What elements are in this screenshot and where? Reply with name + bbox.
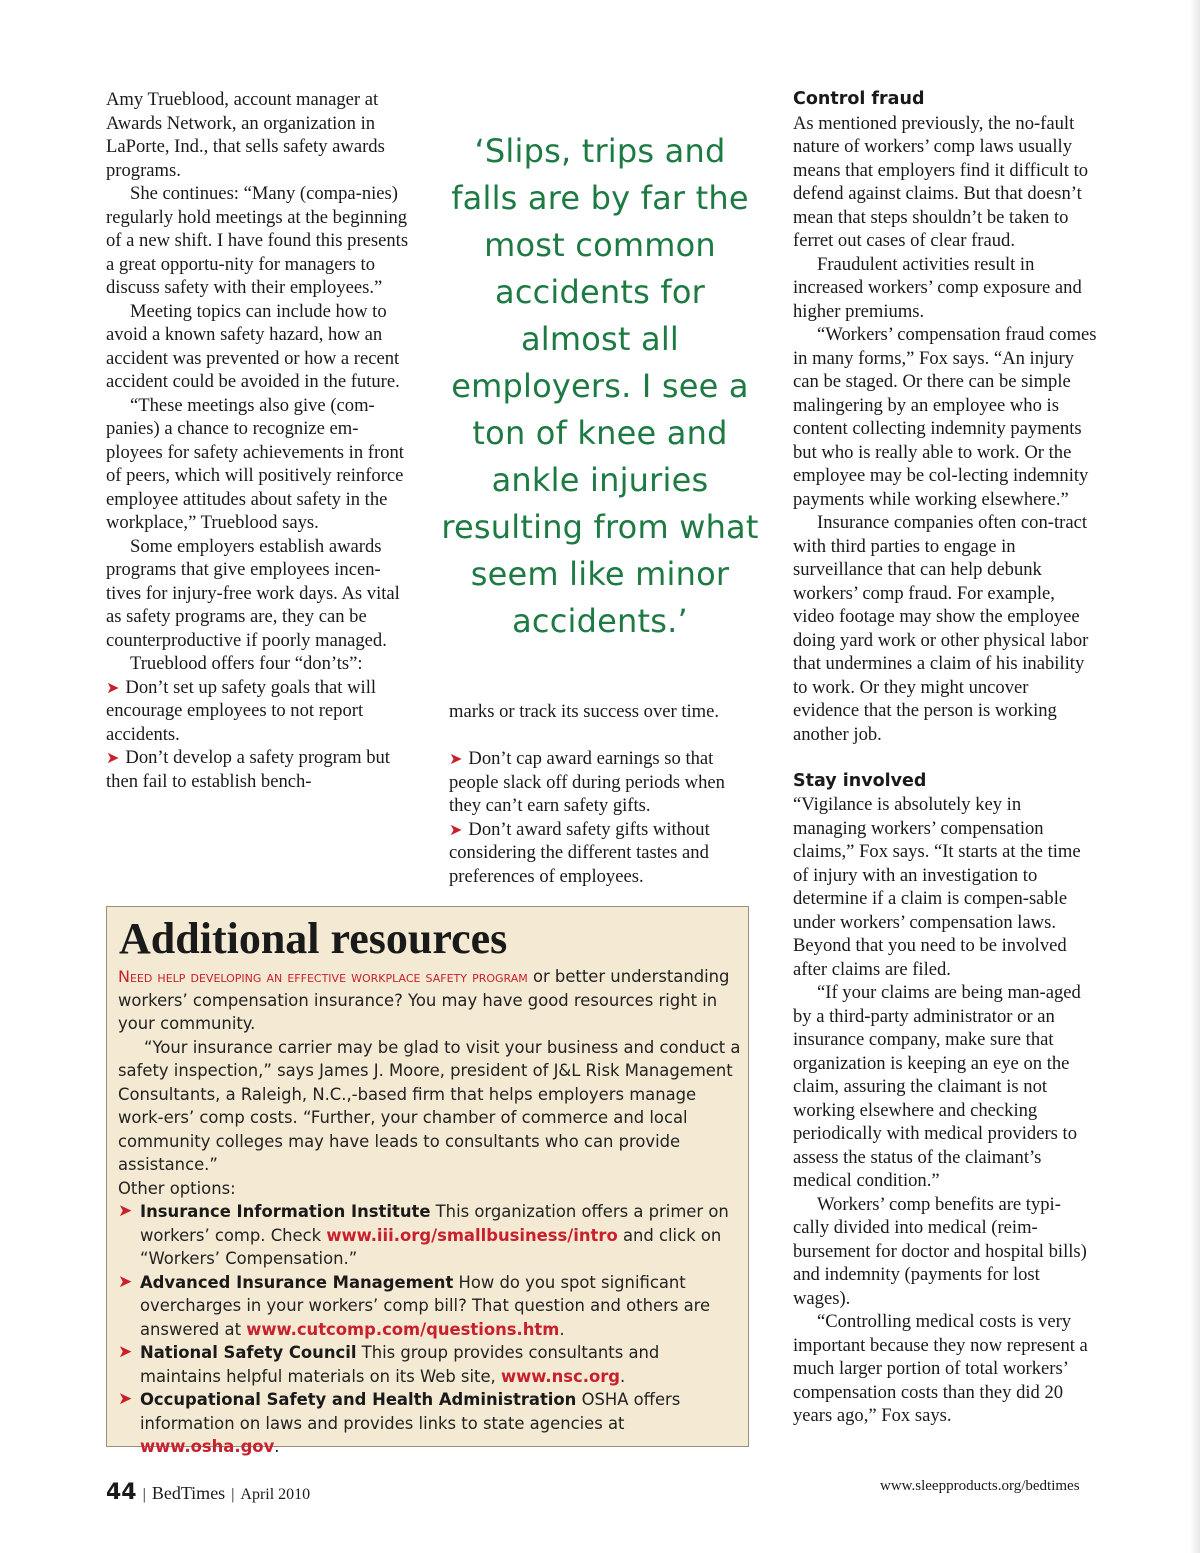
- resource-name: Occupational Safety and Health Administration: [140, 1390, 577, 1409]
- page-footer: [106, 1480, 310, 1505]
- list-item: [106, 676, 410, 747]
- article-column-1: [106, 88, 410, 793]
- resource-name: Insurance Information Institute: [140, 1202, 431, 1221]
- resource-text: OSHA offers information on laws and provides links to state agencies at: [140, 1390, 681, 1433]
- resource-link[interactable]: www.nsc.org: [500, 1366, 621, 1386]
- separator: |: [231, 1486, 235, 1503]
- resource-item: [118, 1271, 742, 1342]
- paragraph: Workers’ comp benefits are typi-cally divided into medical (reim-bursement for doctor and hospital bills) and indemnity (payments for lost wages).: [793, 1193, 1087, 1309]
- resource-name: National Safety Council: [140, 1343, 357, 1362]
- additional-resources-box: [106, 906, 749, 1456]
- paragraph: Meeting topics can include how to avoid a known safety hazard, how an accident was prevented or how a recent accident could be avoided in the future.: [106, 300, 400, 392]
- paragraph: She continues: “Many (compa-nies) regularly hold meetings at the beginning of a new shift. I have found this presents a great opportu-nity for managers to discuss safety with their employees.”: [106, 183, 409, 298]
- resource-link[interactable]: www.iii.org/smallbusiness/intro: [326, 1225, 618, 1245]
- box-quote: “Your insurance carrier may be glad to visit your business and conduct a safety inspection,” says James J. Moore, president of J&L Risk Management Consultants, a Raleigh, N.C.,-based firm that helps employers manage work-ers’ comp costs. “Further, your chamber of commerce and local community colleges may have leads to consultants who can provide assistance.”: [118, 1037, 741, 1174]
- arrow-bullet-icon: ➤: [449, 749, 463, 768]
- paragraph: “Controlling medical costs is very important because they now represent a much larger portion of total workers’ compensation costs than they did 20 years ago,” Fox says.: [793, 1311, 1088, 1426]
- arrow-bullet-icon: ➤: [118, 1389, 133, 1409]
- paragraph: “Vigilance is absolutely key in managing workers’ compensation claims,” Fox says. “It starts at the time of injury with an investigation to determine if a claim is compen-sable under workers’ compensation laws. Beyond that you need to be involved after claims are filed.: [793, 794, 1081, 980]
- box-body: [118, 965, 742, 1459]
- lead-in-text: Need help developing an effective workplace safety program: [118, 967, 528, 986]
- paragraph: marks or track its success over time.: [449, 701, 720, 722]
- resource-name: Advanced Insurance Management: [140, 1272, 454, 1292]
- page-edge-shadow: [1190, 0, 1200, 1553]
- resource-link[interactable]: www.osha.gov: [140, 1437, 275, 1456]
- resource-text: This organization offers a primer on workers’ comp. Check: [140, 1202, 729, 1245]
- resource-text: .: [274, 1437, 280, 1456]
- section-heading-control-fraud: Control fraud: [793, 89, 925, 109]
- spacer: [793, 746, 1097, 770]
- page-number: 44: [106, 1480, 137, 1505]
- paragraph: “These meetings also give (com-panies) a chance to recognize em-ployees for safety achievements in front of peers, which will positively reinforce employee attitudes about safety in the workplace,” Trueblood says.: [106, 394, 404, 533]
- article-column-3: [793, 88, 1097, 1428]
- pull-quote: ‘Slips, trips and falls are by far the most common accidents for almost all employers. I see a ton of knee and ankle injuries resulting from what seem like minor accidents.’: [441, 132, 759, 640]
- arrow-bullet-icon: ➤: [118, 1201, 133, 1221]
- paragraph: Fraudulent activities result in increased workers’ comp exposure and higher premiums.: [793, 253, 1082, 322]
- resource-text: and click on “Workers’ Compensation.”: [140, 1225, 722, 1268]
- paragraph: “Workers’ compensation fraud comes in many forms,” Fox says. “An injury can be staged. Or there can be simple malingering by an employee who is content collecting indemnity payments but who is really able to work. Or the employee may be col-lecting indemnity payments while working elsewhere.”: [793, 324, 1097, 510]
- paragraph: Some employers establish awards programs that give employees incen-tives for injury-free work days. As vital as safety programs are, they can be counterproductive if poorly managed.: [106, 535, 400, 651]
- arrow-bullet-icon: ➤: [118, 1342, 133, 1362]
- box-intro: [118, 965, 742, 1036]
- article-column-2: [449, 700, 749, 888]
- section-heading-stay-involved: Stay involved: [793, 770, 927, 791]
- resource-text: .: [620, 1366, 626, 1386]
- publication-name: BedTimes: [151, 1483, 226, 1503]
- footer-url[interactable]: www.sleepproducts.org/bedtimes: [880, 1478, 1080, 1494]
- intro-text: or better understanding workers’ compensation insurance? You may have good resources right in your community.: [118, 967, 730, 1033]
- resource-text: This group provides consultants and maintains helpful materials on its Web site,: [140, 1343, 660, 1386]
- list-item-text: Don’t cap award earnings so that people slack off during periods when they can’t earn safety gifts.: [449, 748, 725, 816]
- list-item: [449, 747, 749, 818]
- paragraph: Insurance companies often con-tract with third parties to engage in surveillance that can help debunk workers’ comp fraud. For example, video footage may show the employee doing yard work or other physical labor that undermines a claim of his inability to work. Or they might uncover evidence that the person is working another job.: [793, 512, 1089, 745]
- paragraph: Amy Trueblood, account manager at Awards Network, an organization in LaPorte, Ind., that sells safety awards programs.: [106, 89, 385, 181]
- resource-item: [118, 1200, 742, 1271]
- separator: |: [142, 1486, 146, 1503]
- other-options-label: Other options:: [118, 1178, 236, 1198]
- spacer: [449, 724, 749, 748]
- resource-item: [118, 1341, 742, 1388]
- paragraph: “If your claims are being man-aged by a third-party administrator or an insurance company, make sure that organization is keeping an eye on the claim, assuring the claimant is not working elsewhere and checking periodically with medical providers to assess the status of the claimant’s medical condition.”: [793, 982, 1081, 1191]
- resource-link[interactable]: www.cutcomp.com/questions.htm: [246, 1319, 560, 1339]
- list-item: [106, 746, 410, 793]
- paragraph: As mentioned previously, the no-fault nature of workers’ comp laws usually means that employers find it difficult to defend against claims. But that doesn’t mean that steps shouldn’t be taken to ferret out cases of clear fraud.: [793, 112, 1089, 251]
- arrow-bullet-icon: ➤: [106, 748, 120, 767]
- resource-text: How do you spot significant overcharges in your workers’ comp bill? That question and others are answered at: [140, 1272, 711, 1339]
- arrow-bullet-icon: ➤: [449, 819, 463, 839]
- list-item: [449, 818, 749, 889]
- issue-date: April 2010: [240, 1486, 311, 1503]
- paragraph: Trueblood offers four “don’ts”:: [130, 653, 363, 674]
- list-item-text: Don’t award safety gifts without considering the different tastes and preferences of employees.: [449, 818, 710, 887]
- resource-text: .: [559, 1319, 565, 1339]
- list-item-text: Don’t develop a safety program but then fail to establish bench-: [106, 747, 390, 792]
- arrow-bullet-icon: ➤: [106, 677, 120, 697]
- arrow-bullet-icon: ➤: [118, 1271, 133, 1292]
- resource-item: [118, 1388, 742, 1459]
- list-item-text: Don’t set up safety goals that will encourage employees to not report accidents.: [106, 676, 377, 745]
- box-title: Additional resources: [119, 914, 508, 963]
